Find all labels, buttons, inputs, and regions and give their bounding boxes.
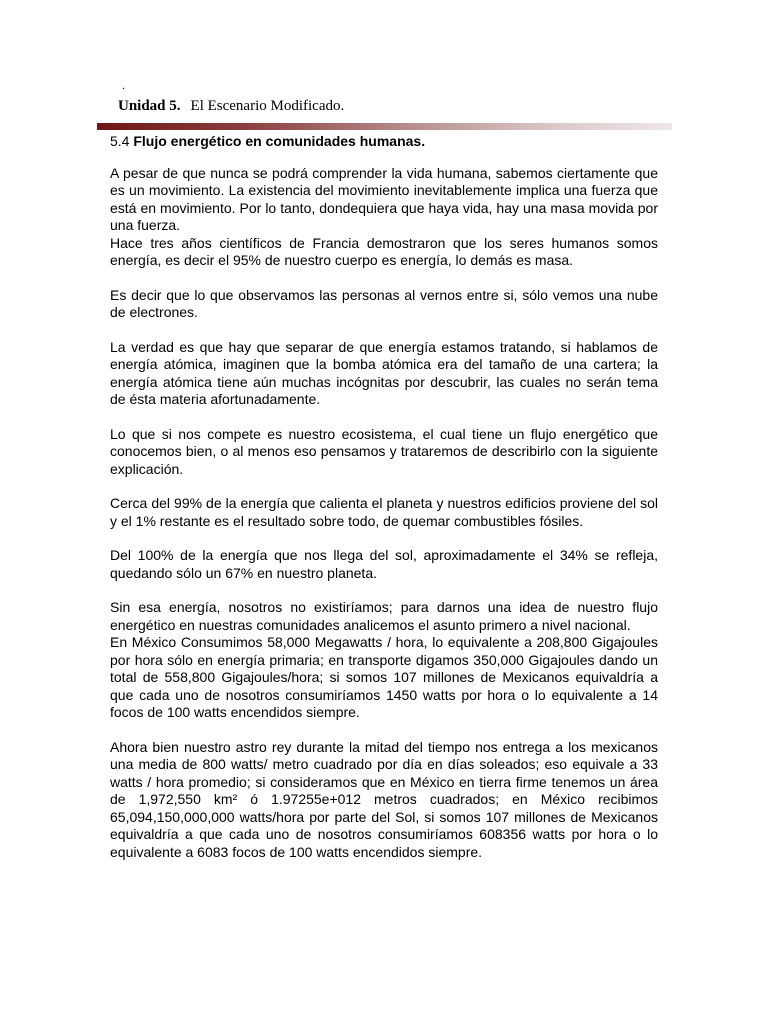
- paragraph: Sin esa energía, nosotros no existiríamos; para darnos una idea de nuestro flujo energético en nuestras comunidades analicemos el asunto primero a nivel nacional.: [110, 599, 658, 633]
- header-rule: [97, 123, 672, 130]
- unit-title: El Escenario Modificado.: [190, 98, 345, 114]
- paragraph: Hace tres años científicos de Francia demostraron que los seres humanos somos energía, es decir el 95% de nuestro cuerpo es energía, lo demás es masa.: [110, 234, 658, 268]
- page-header: [118, 98, 344, 115]
- section-title: Flujo energético en comunidades humanas.: [133, 133, 426, 149]
- paragraph: La verdad es que hay que separar de que energía estamos tratando, si hablamos de energía atómica, imaginen que la bomba atómica era del tamaño de una cartera; la energía atómica tiene aún muchas incógnitas por descubrir, las cuales no serán tema de ésta materia afortunadamente.: [110, 338, 658, 407]
- section-heading: [110, 133, 658, 151]
- document-body: [110, 133, 658, 861]
- header-dot: .: [122, 78, 125, 92]
- unit-label: Unidad 5.: [118, 98, 181, 114]
- paragraph: Es decir que lo que observamos las personas al vernos entre si, sólo vemos una nube de electrones.: [110, 286, 658, 320]
- paragraph: Lo que si nos compete es nuestro ecosistema, el cual tiene un flujo energético que conocemos bien, o al menos eso pensamos y trataremos de describirlo con la siguiente explicación.: [110, 425, 658, 477]
- paragraph: En México Consumimos 58,000 Megawatts / hora, lo equivalente a 208,800 Gigajoules por hora sólo en energía primaria; en transporte digamos 350,000 Gigajoules dando un total de 558,800 Gigajoules/hora; si somos 107 millones de Mexicanos equivaldría a que cada uno de nosotros consumiríamos 1450 watts por hora o lo equivalente a 14 focos de 100 watts encendidos siempre.: [110, 634, 658, 720]
- paragraph: A pesar de que nunca se podrá comprender la vida humana, sabemos ciertamente que es un movimiento. La existencia del movimiento inevitablemente implica una fuerza que está en movimiento. Por lo tanto, dondequiera que haya vida, hay una masa movida por una fuerza.: [110, 164, 658, 233]
- paragraph: Del 100% de la energía que nos llega del sol, aproximadamente el 34% se refleja, quedando sólo un 67% en nuestro planeta.: [110, 547, 658, 581]
- section-number: 5.4: [110, 133, 130, 149]
- paragraph: Cerca del 99% de la energía que calienta el planeta y nuestros edificios proviene del sol y el 1% restante es el resultado sobre todo, de quemar combustibles fósiles.: [110, 495, 658, 529]
- paragraph: Ahora bien nuestro astro rey durante la mitad del tiempo nos entrega a los mexicanos una media de 800 watts/ metro cuadrado por día en días soleados; eso equivale a 33 watts / hora promedio; si consideramos que en México en tierra firme tenemos un área de 1,972,550 km² ó 1.97255e+012 metros cuadrados; en México recibimos 65,094,150,000,000 watts/hora por parte del Sol, si somos 107 millones de Mexicanos equivaldría a que cada uno de nosotros consumiríamos 608356 watts por hora o lo equivalente a 6083 focos de 100 watts encendidos siempre.: [110, 738, 658, 860]
